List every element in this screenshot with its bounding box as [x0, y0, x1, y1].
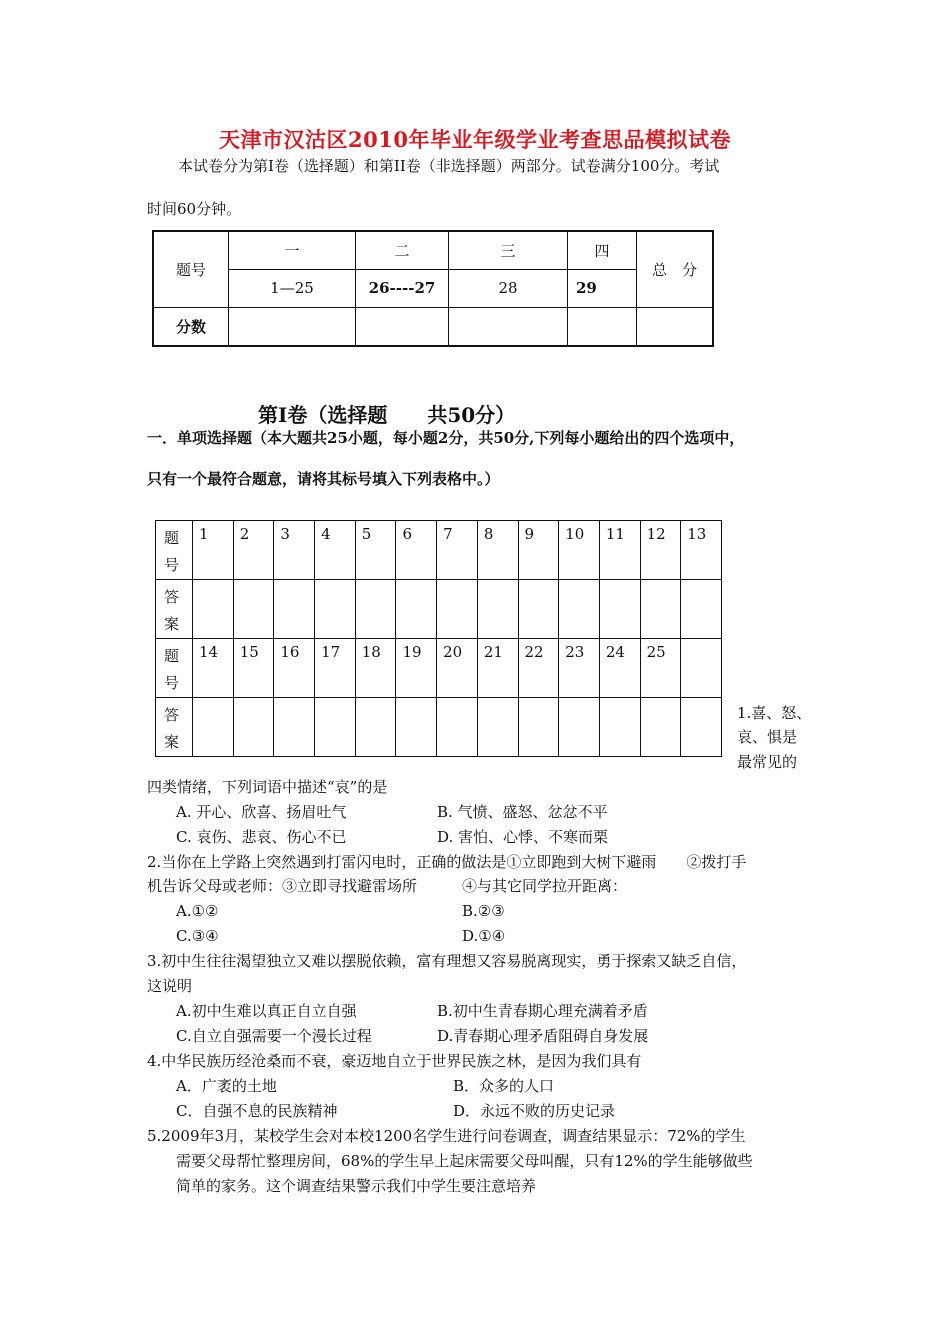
answer-cell[interactable]: [396, 580, 437, 639]
score-cell[interactable]: [229, 307, 356, 346]
answer-cell[interactable]: [518, 698, 559, 757]
intro-line-1: 本试卷分为第I卷（选择题）和第II卷（非选择题）两部分。试卷满分100分。考试: [178, 157, 720, 175]
answer-cell[interactable]: [355, 580, 396, 639]
q2-option-b: B.②③: [462, 902, 505, 920]
answer-cell[interactable]: [559, 580, 600, 639]
score-cell[interactable]: [449, 307, 568, 346]
question-number: 1: [193, 521, 234, 580]
question-number: 2: [233, 521, 274, 580]
question-number: 23: [559, 639, 600, 698]
q1-option-b: B. 气愤、盛怒、忿忿不平: [437, 803, 608, 821]
section-header: 二: [356, 231, 449, 269]
question-number: 8: [477, 521, 518, 580]
answer-row-label: 答 案: [156, 580, 193, 639]
question-number: 4: [315, 521, 356, 580]
score-table: [152, 230, 714, 347]
section-range: 1—25: [229, 269, 356, 307]
q3-option-c: C.自立自强需要一个漫长过程: [176, 1027, 372, 1045]
answer-cell[interactable]: [640, 698, 681, 757]
number-row-label: 题 号: [156, 521, 193, 580]
question-number: 7: [437, 521, 478, 580]
answer-cell[interactable]: [681, 580, 722, 639]
question-number: 18: [355, 639, 396, 698]
q1-option-a: A. 开心、欣喜、扬眉吐气: [176, 803, 347, 821]
answer-cell[interactable]: [599, 580, 640, 639]
q4-option-a: A．广袤的土地: [176, 1077, 277, 1095]
q2-stem-1: 2.当你在上学路上突然遇到打雷闪电时，正确的做法是①立即跑到大树下避雨 ②拨打手: [147, 853, 747, 871]
q4-option-b: B．众多的人口: [453, 1077, 555, 1095]
answer-cell[interactable]: [477, 698, 518, 757]
question-number: [681, 639, 722, 698]
number-row-label: 题 号: [156, 639, 193, 698]
answer-cell[interactable]: [518, 580, 559, 639]
exam-title: 天津市汉沽区2010年毕业年级学业考查思品模拟试卷: [219, 127, 731, 152]
q1-option-c: C. 哀伤、悲哀、伤心不已: [176, 828, 347, 846]
question-number: 9: [518, 521, 559, 580]
question-number: 5: [355, 521, 396, 580]
instructions-line-2: 只有一个最符合题意，请将其标号填入下列表格中。）: [147, 470, 500, 488]
question-number: 20: [437, 639, 478, 698]
answer-cell[interactable]: [315, 698, 356, 757]
answer-cell[interactable]: [233, 580, 274, 639]
total-label: 总 分: [637, 231, 714, 307]
q3-stem-1: 3.初中生往往渴望独立又难以摆脱依赖，富有理想又容易脱离现实，勇于探索又缺乏自信，: [147, 952, 747, 970]
answer-table: [155, 520, 722, 757]
section-range: 29: [568, 269, 637, 307]
answer-cell[interactable]: [599, 698, 640, 757]
score-cell[interactable]: [568, 307, 637, 346]
answer-cell[interactable]: [437, 698, 478, 757]
q1-stem: 四类情绪，下列词语中描述“哀”的是: [147, 778, 388, 796]
question-number: 19: [396, 639, 437, 698]
answer-cell[interactable]: [681, 698, 722, 757]
q2-option-d: D.①④: [462, 927, 506, 945]
answer-cell[interactable]: [193, 580, 234, 639]
answer-cell[interactable]: [396, 698, 437, 757]
answer-cell[interactable]: [640, 580, 681, 639]
intro-line-2: 时间60分钟。: [147, 200, 242, 218]
score-row-label: 题号: [153, 231, 229, 307]
q4-option-d: D．永远不败的历史记录: [453, 1102, 616, 1120]
section-header: 三: [449, 231, 568, 269]
question-number: 17: [315, 639, 356, 698]
question-number: 6: [396, 521, 437, 580]
q2-stem-2: 机告诉父母或老师：③立即寻找避雷场所 ④与其它同学拉开距离：: [147, 877, 628, 895]
q3-option-d: D.青春期心理矛盾阻碍自身发展: [437, 1027, 649, 1045]
question-number: 15: [233, 639, 274, 698]
answer-cell[interactable]: [559, 698, 600, 757]
question-number: 21: [477, 639, 518, 698]
answer-cell[interactable]: [193, 698, 234, 757]
question-number: 11: [599, 521, 640, 580]
question-number: 25: [640, 639, 681, 698]
q2-option-a: A.①②: [176, 902, 219, 920]
answer-cell[interactable]: [315, 580, 356, 639]
section-range: 26----27: [356, 269, 449, 307]
q3-option-b: B.初中生青春期心理充满着矛盾: [437, 1002, 648, 1020]
q5-stem-3: 简单的家务。这个调查结果警示我们中学生要注意培养: [176, 1177, 537, 1195]
answer-cell[interactable]: [477, 580, 518, 639]
score-cell[interactable]: [356, 307, 449, 346]
q5-stem-1: 5.2009年3月，某校学生会对本校1200名学生进行问卷调查，调查结果显示：72%的学生: [147, 1127, 746, 1145]
score-cell[interactable]: [637, 307, 714, 346]
instructions-line-1: 一．单项选择题（本大题共25小题，每小题2分，共50分,下列每小题给出的四个选项中，: [147, 429, 745, 447]
part1-heading: 第I卷（选择题 共50分）: [258, 403, 516, 427]
q5-stem-2: 需要父母帮忙整理房间，68%的学生早上起床需要父母叫醒，只有12%的学生能够做些: [176, 1152, 753, 1170]
answer-cell[interactable]: [274, 580, 315, 639]
answer-cell[interactable]: [274, 698, 315, 757]
q4-option-c: C．自强不息的民族精神: [176, 1102, 338, 1120]
question-number: 10: [559, 521, 600, 580]
section-header: 四: [568, 231, 637, 269]
q4-stem: 4.中华民族历经沧桑而不衰，豪迈地自立于世界民族之林，是因为我们具有: [147, 1052, 642, 1070]
q1-stem-side-2: 哀、惧是: [737, 728, 798, 746]
q2-option-c: C.③④: [176, 927, 219, 945]
question-number: 13: [681, 521, 722, 580]
section-range: 28: [449, 269, 568, 307]
section-header: 一: [229, 231, 356, 269]
question-number: 12: [640, 521, 681, 580]
score-label: 分数: [153, 307, 229, 346]
answer-cell[interactable]: [355, 698, 396, 757]
q1-stem-side-3: 最常见的: [737, 753, 798, 771]
q1-stem-side-1: 1.喜、怒、: [737, 704, 812, 722]
answer-cell[interactable]: [233, 698, 274, 757]
q1-option-d: D. 害怕、心悸、不寒而栗: [437, 828, 609, 846]
question-number: 3: [274, 521, 315, 580]
q3-option-a: A.初中生难以真正自立自强: [176, 1002, 357, 1020]
q3-stem-2: 这说明: [147, 977, 193, 995]
question-number: 22: [518, 639, 559, 698]
answer-row-label: 答 案: [156, 698, 193, 757]
question-number: 24: [599, 639, 640, 698]
question-number: 14: [193, 639, 234, 698]
answer-cell[interactable]: [437, 580, 478, 639]
question-number: 16: [274, 639, 315, 698]
